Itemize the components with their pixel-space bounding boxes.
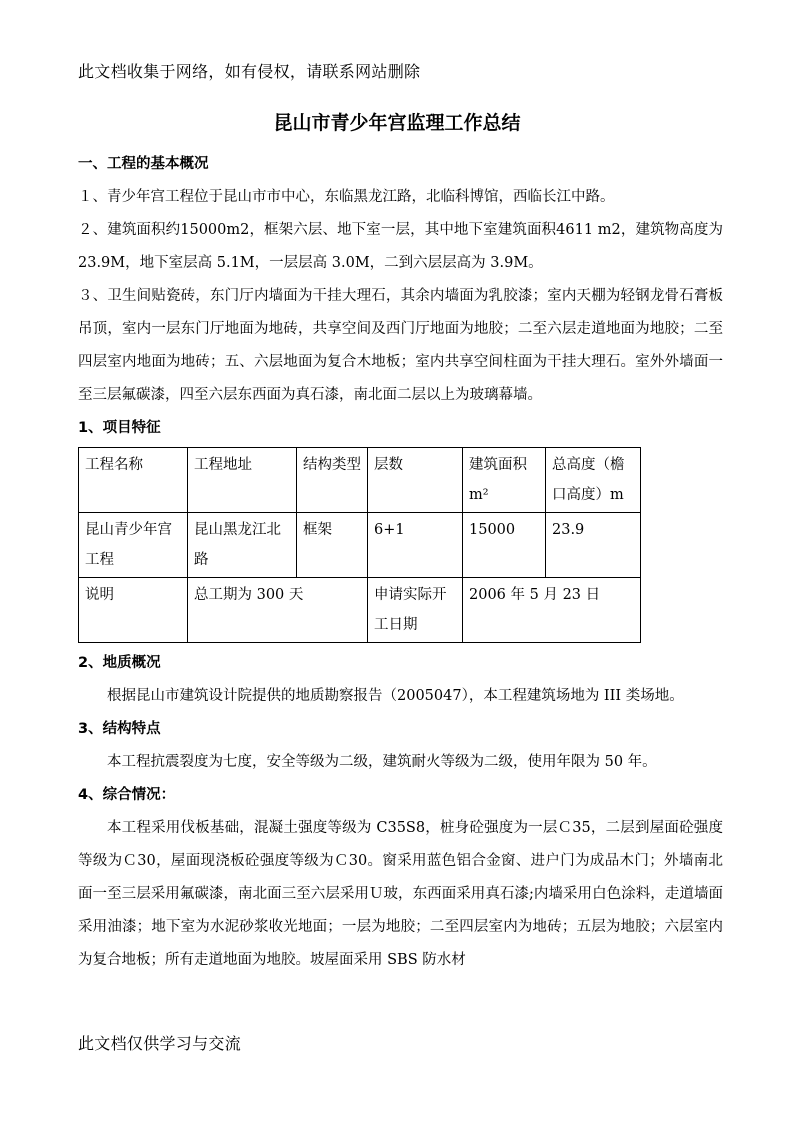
footer-note: 此文档仅供学习与交流	[78, 1034, 242, 1053]
table-header-cell: 总高度（檐口高度）m	[546, 448, 641, 513]
table-header-cell: 结构类型	[297, 448, 368, 513]
section-heading-summary: 4、综合情况：	[78, 787, 176, 803]
section-heading-features: 1、项目特征	[78, 420, 161, 436]
table-header-row	[79, 448, 641, 513]
paragraph-finishes: ３、卫生间贴瓷砖，东门厅内墙面为干挂大理石，其余内墙面为乳胶漆；室内天棚为轻钢龙骨石膏板吊顶，室内一层东门厅地面为地砖，共享空间及西门厅地面为地胶；二至六层走道地面为地胶；二至四层室内地面为地砖；五、六层地面为复合木地板；室内共享空间柱面为干挂大理石。室外外墙面一至三层氟碳漆，四至六层东西面为真石漆，南北面二层以上为玻璃幕墙。	[78, 288, 723, 403]
paragraph-structure: 本工程抗震裂度为七度，安全等级为二级，建筑耐火等级为二级，使用年限为 50 年。	[107, 754, 657, 770]
table-row	[79, 513, 641, 578]
paragraph-geology: 根据昆山市建筑设计院提供的地质勘察报告（2005047），本工程建筑场地为 III 类场地。	[107, 688, 684, 704]
header-note: 此文档收集于网络，如有侵权，请联系网站删除	[78, 62, 421, 81]
table-cell: 昆山黑龙江北路	[188, 513, 297, 578]
table-cell: 昆山青少年宫工程	[79, 513, 188, 578]
document-body	[78, 148, 723, 977]
table-header-cell: 工程地址	[188, 448, 297, 513]
section-heading-structure: 3、结构特点	[78, 721, 161, 737]
paragraph-area: ２、建筑面积约15000m2，框架六层、地下室一层，其中地下室建筑面积4611 m2，建筑物高度为 23.9M，地下室层高 5.1M，一层层高 3.0M，二到六层层高为 3.9M。	[78, 222, 723, 271]
table-cell: 6+1	[368, 513, 463, 578]
paragraph-summary: 本工程采用伐板基础，混凝土强度等级为 C35S8，桩身砼强度为一层Ｃ35，二层到屋面砼强度等级为Ｃ30，屋面现浇板砼强度等级为Ｃ30。窗采用蓝色铝合金窗、进户门为成品木门；外墙南北面一至三层采用氟碳漆，南北面三至六层采用Ｕ玻，东西面采用真石漆;内墙采用白色涂料，走道墙面采用油漆；地下室为水泥砂浆收光地面；一层为地胶；二至四层室内为地砖；五层为地胶；六层室内为复合地板；所有走道地面为地胶。坡屋面采用 SBS 防水材	[78, 820, 723, 968]
table-header-cell: 工程名称	[79, 448, 188, 513]
table-cell-start-value: 2006 年 5 月 23 日	[463, 578, 641, 643]
table-cell: 23.9	[546, 513, 641, 578]
table-cell-start-label: 申请实际开工日期	[368, 578, 463, 643]
table-row	[79, 578, 641, 643]
paragraph-location: １、青少年宫工程位于昆山市市中心，东临黑龙江路，北临科博馆，西临长江中路。	[78, 189, 615, 205]
project-features-table	[78, 447, 641, 643]
table-cell-note-label: 说明	[79, 578, 188, 643]
table-cell: 框架	[297, 513, 368, 578]
table-cell: 15000	[463, 513, 546, 578]
table-cell-note-value: 总工期为 300 天	[188, 578, 368, 643]
page-title: 昆山市青少年宫监理工作总结	[273, 112, 521, 134]
section-heading-overview: 一、工程的基本概况	[78, 156, 209, 172]
table-header-cell: 层数	[368, 448, 463, 513]
section-heading-geology: 2、地质概况	[78, 655, 161, 671]
table-header-cell: 建筑面积m²	[463, 448, 546, 513]
